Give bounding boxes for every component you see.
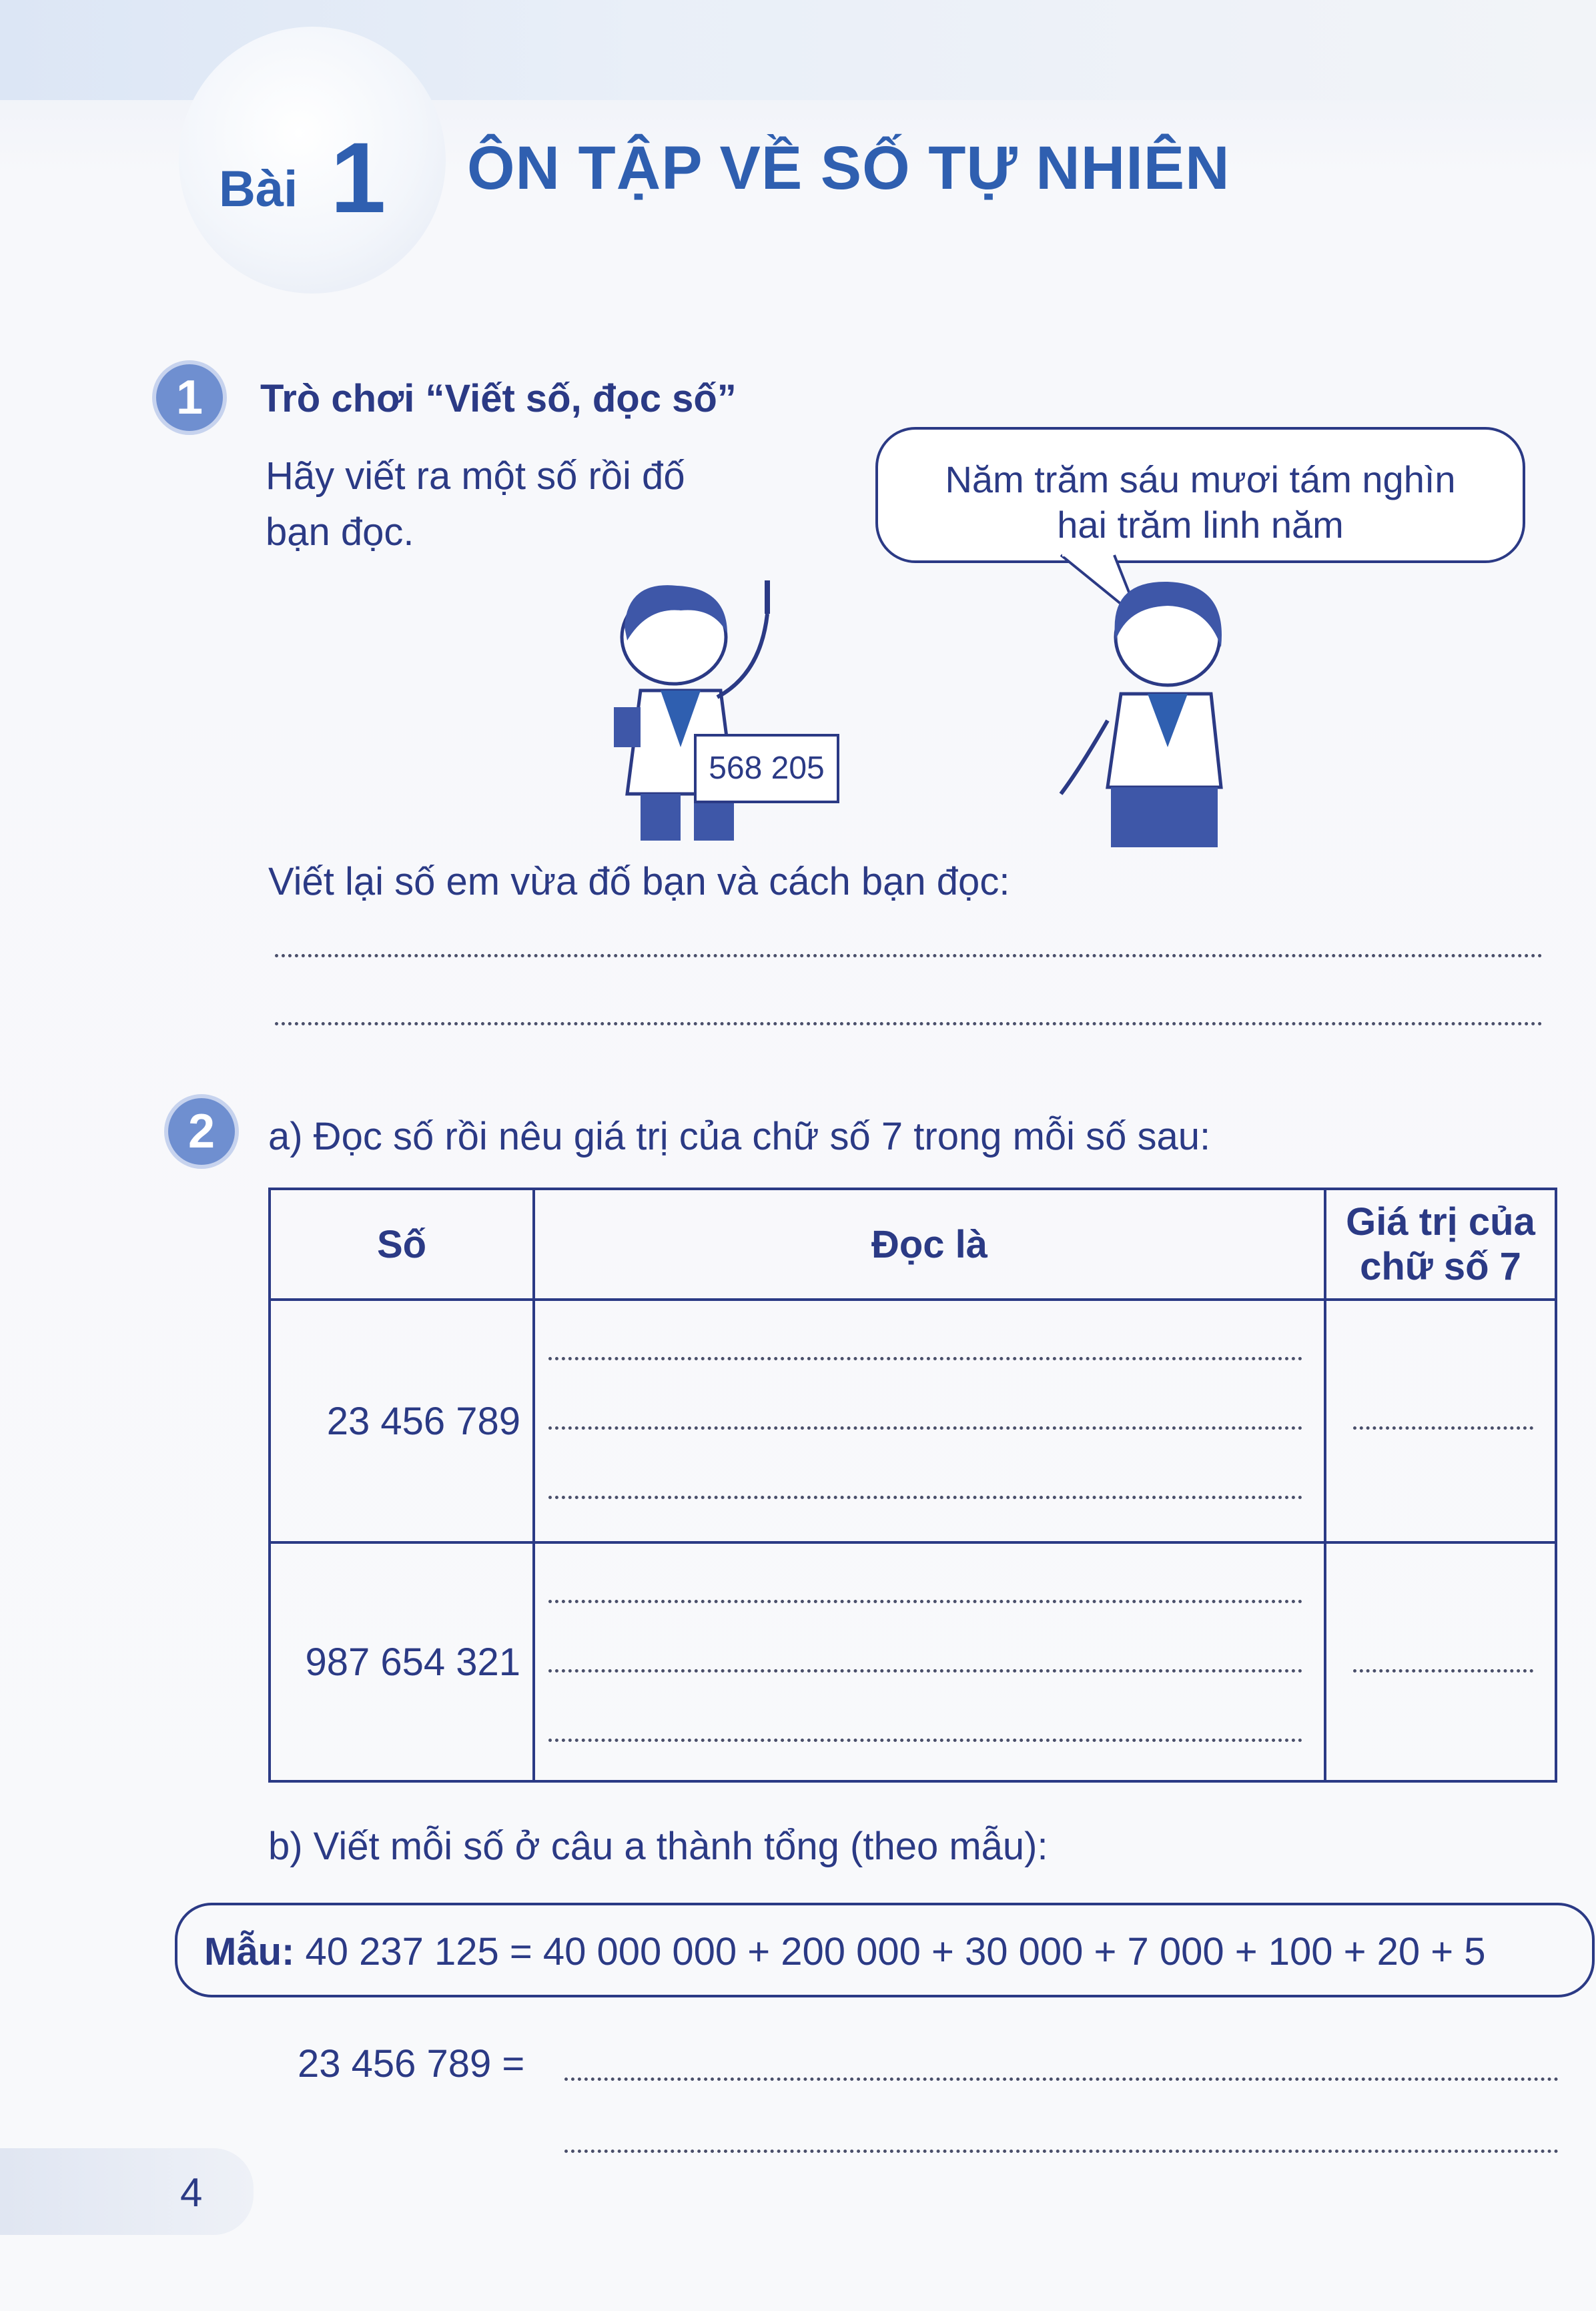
row-2-number: 987 654 321 xyxy=(270,1542,534,1781)
sum-answer-line-2[interactable] xyxy=(564,2150,1559,2153)
sum-answer-line-1[interactable] xyxy=(564,2077,1559,2081)
row-2-value-cell xyxy=(1325,1542,1556,1781)
exercise-2-part-b: b) Viết mỗi số ở câu a thành tổng (theo mẫu): xyxy=(268,1825,1048,1868)
exercise-1-instruction-line2: bạn đọc. xyxy=(266,510,414,554)
row-2-reading-cell xyxy=(534,1542,1325,1781)
exercise-1-title: Trò chơi “Viết số, đọc số” xyxy=(260,377,737,420)
page-number: 4 xyxy=(180,2170,203,2215)
row-2-value-line[interactable] xyxy=(1353,1669,1533,1673)
table-row xyxy=(270,1542,1556,1781)
row-1-reading-cell xyxy=(534,1300,1325,1542)
page-number-band xyxy=(0,2148,254,2235)
table-header-row xyxy=(270,1189,1556,1300)
speech-line-2: hai trăm linh năm xyxy=(1057,504,1344,546)
exercise-1-badge: 1 xyxy=(152,360,227,435)
header-so: Số xyxy=(270,1189,534,1300)
answer-line-1[interactable] xyxy=(275,954,1543,957)
row-1-number: 23 456 789 xyxy=(270,1300,534,1542)
values-table xyxy=(268,1188,1557,1783)
speech-line-1: Năm trăm sáu mươi tám nghìn xyxy=(945,458,1456,500)
sample-text: 40 237 125 = 40 000 000 + 200 000 + 30 000 + 7 000 + 100 + 20 + 5 xyxy=(305,1930,1486,1973)
row-1-reading-line-1[interactable] xyxy=(548,1357,1302,1360)
answer-line-2[interactable] xyxy=(275,1022,1543,1025)
sample-label: Mẫu: xyxy=(204,1930,295,1973)
row-2-reading-line-3[interactable] xyxy=(548,1739,1302,1742)
exercise-1-prompt: Viết lại số em vừa đố bạn và cách bạn đọc: xyxy=(268,860,1010,903)
sample-box xyxy=(175,1903,1595,1997)
exercise-1-instruction-line1: Hãy viết ra một số rồi đố xyxy=(266,454,685,498)
row-1-reading-line-2[interactable] xyxy=(548,1426,1302,1430)
exercise-2-part-a: a) Đọc số rồi nêu giá trị của chữ số 7 trong mỗi số sau: xyxy=(268,1115,1211,1158)
answer-lhs: 23 456 789 = xyxy=(298,2042,525,2086)
lesson-label: Bài xyxy=(219,161,298,217)
row-1-value-cell xyxy=(1325,1300,1556,1542)
exercise-2-badge: 2 xyxy=(164,1094,239,1169)
header-doc-la: Đọc là xyxy=(534,1189,1325,1300)
speech-bubble xyxy=(875,427,1525,563)
table-row xyxy=(270,1300,1556,1542)
girl-speaking-illustration xyxy=(1054,567,1281,847)
row-1-value-line[interactable] xyxy=(1353,1426,1533,1430)
lesson-title: ÔN TẬP VỀ SỐ TỰ NHIÊN xyxy=(467,134,1230,202)
row-1-reading-line-3[interactable] xyxy=(548,1496,1302,1499)
sample-line xyxy=(204,1929,1485,1974)
row-2-reading-line-1[interactable] xyxy=(548,1600,1302,1603)
lesson-number: 1 xyxy=(330,121,386,234)
row-2-reading-line-2[interactable] xyxy=(548,1669,1302,1673)
header-gia-tri xyxy=(1325,1189,1556,1300)
header-gia-tri-line2: chữ số 7 xyxy=(1360,1245,1521,1288)
header-gia-tri-line1: Giá trị của xyxy=(1346,1200,1535,1244)
number-card: 568 205 xyxy=(694,734,839,803)
